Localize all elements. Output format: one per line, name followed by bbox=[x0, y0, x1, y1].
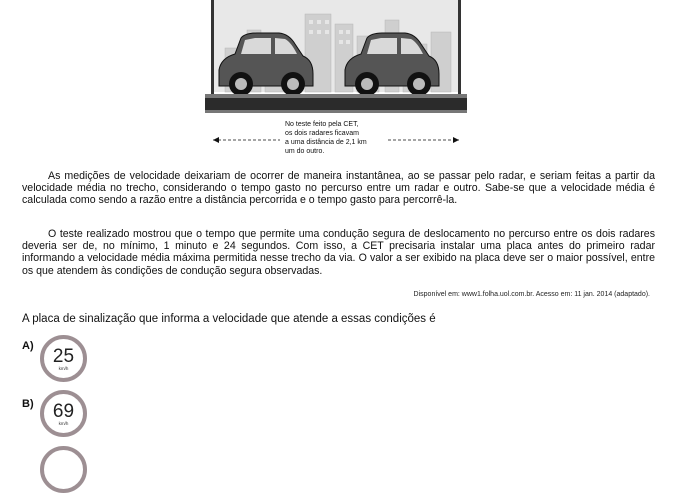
speed-value: 69 bbox=[52, 401, 75, 422]
speed-unit: km/h bbox=[58, 366, 69, 371]
option-c-speed-sign-partial[interactable] bbox=[40, 446, 87, 493]
paragraph-average-speed: As medições de velocidade deixariam de ocorrer de maneira instantânea, ao se passar pelo radar, e seriam feitas a partir da velocidade média no trecho, considerando o tempo gasto no percurso entre um radar e outro. Sabe-se que a velocidade média é calculada como sendo a razão entre a distância percorrida e o tempo gasto para percorrê-la. bbox=[22, 170, 655, 207]
caption-line: um do outro. bbox=[285, 148, 325, 155]
option-b-letter[interactable]: B) bbox=[22, 398, 34, 410]
speed-value: 25 bbox=[52, 346, 75, 367]
option-a-letter[interactable]: A) bbox=[22, 340, 34, 352]
question-prompt: A placa de sinalização que informa a velocidade que atende a essas condições é bbox=[22, 313, 436, 325]
caption-line: a uma distância de 2,1 km bbox=[285, 139, 367, 146]
option-b-speed-sign[interactable] bbox=[40, 390, 87, 437]
speed-unit: km/h bbox=[58, 421, 69, 426]
caption-line: No teste feito pela CET, bbox=[285, 121, 359, 128]
source-citation: Disponível em: www1.folha.uol.com.br. Acesso em: 11 jan. 2014 (adaptado). bbox=[413, 291, 650, 298]
caption-line: os dois radares ficavam bbox=[285, 130, 359, 137]
option-a-speed-sign[interactable] bbox=[40, 335, 87, 382]
radar-test-illustration bbox=[205, 0, 467, 162]
paragraph-test-result: O teste realizado mostrou que o tempo que permite uma condução segura de deslocamento no percurso entre os dois radares deveria ser de, no mínimo, 1 minuto e 24 segundos. Com isso, a CET precisaria instalar uma placa antes do primeiro radar informando a velocidade média máxima permitida nesse trecho da via. O valor a ser exibido na placa deve ser o maior possível, entre os que atendem às condições de condução segura observadas. bbox=[22, 228, 655, 277]
